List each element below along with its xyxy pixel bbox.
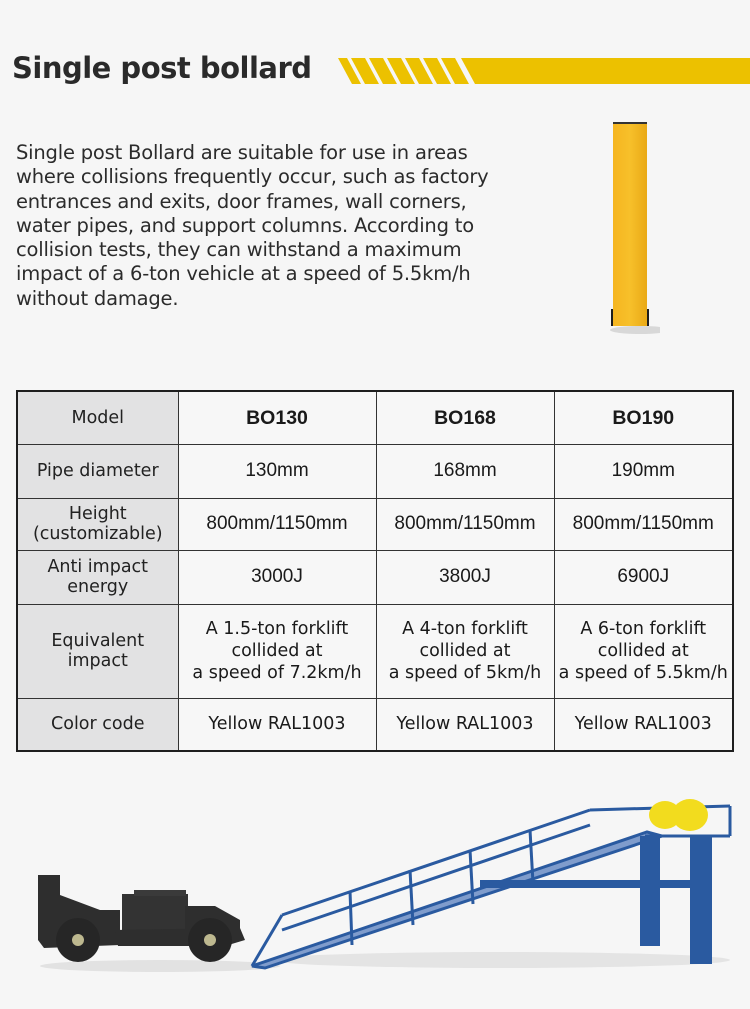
cell-line: A 1.5-ton forklift (205, 619, 349, 639)
cell-line: a speed of 7.2km/h (192, 663, 362, 683)
cell-line: A 6-ton forklift (580, 619, 707, 639)
table-cell: 800mm/1150mm (178, 498, 376, 550)
table-cell: 800mm/1150mm (376, 498, 554, 550)
table-row-model (17, 391, 733, 444)
row-label: Model (17, 391, 178, 444)
row-label: Pipe diameter (17, 444, 178, 498)
product-description: Single post Bollard are suitable for use in areas where collisions frequently occur, such as factory entrances and exits, door frames, wall corners, water pipes, and support columns. According to collision tests, they can withstand a maximum impact of a 6-ton vehicle at a speed of 5.5km/h without damage. (16, 141, 489, 310)
table-cell: Yellow RAL1003 (376, 698, 554, 751)
cell-line: A 4-ton forklift (402, 619, 528, 639)
row-label (17, 604, 178, 698)
table-cell: Yellow RAL1003 (554, 698, 733, 751)
table-cell: 130mm (178, 444, 376, 498)
table-row-color-code (17, 698, 733, 751)
table-cell (376, 604, 554, 698)
table-row-pipe-diameter (17, 444, 733, 498)
cell-line: collided at (597, 641, 689, 661)
table-cell: Yellow RAL1003 (178, 698, 376, 751)
model-cell: BO168 (376, 391, 554, 444)
row-label-line: Equivalent (51, 631, 145, 651)
table-row-equivalent-impact (17, 604, 733, 698)
table-row-height (17, 498, 733, 550)
cell-line: a speed of 5.5km/h (558, 663, 728, 683)
row-label (17, 550, 178, 604)
row-label-line: energy (67, 577, 129, 597)
row-label-line: (customizable) (32, 524, 163, 544)
cell-line: a speed of 5km/h (388, 663, 542, 683)
model-cell: BO130 (178, 391, 376, 444)
table-cell: 168mm (376, 444, 554, 498)
model-cell: BO190 (554, 391, 733, 444)
table-cell: 3000J (178, 550, 376, 604)
page-title: Single post bollard (12, 51, 312, 85)
table-cell: 3800J (376, 550, 554, 604)
table-row-anti-impact-energy (17, 550, 733, 604)
hazard-stripes-decoration (338, 58, 750, 84)
row-label: Color code (17, 698, 178, 751)
specification-table (16, 390, 734, 752)
crash-test-vehicle-and-ramp-image (0, 770, 750, 1009)
table-cell: 800mm/1150mm (554, 498, 733, 550)
cell-line: collided at (419, 641, 511, 661)
table-cell (178, 604, 376, 698)
yellow-rollers-icon (649, 799, 708, 831)
cell-line: collided at (231, 641, 323, 661)
yellow-bollard-image (600, 118, 660, 338)
table-cell: 190mm (554, 444, 733, 498)
crash-test-vehicle-icon (38, 875, 245, 962)
row-label-line: Anti impact (47, 557, 149, 577)
row-label (17, 498, 178, 550)
table-cell (554, 604, 733, 698)
row-label-line: impact (67, 651, 128, 671)
row-label-line: Height (68, 504, 127, 524)
table-cell: 6900J (554, 550, 733, 604)
